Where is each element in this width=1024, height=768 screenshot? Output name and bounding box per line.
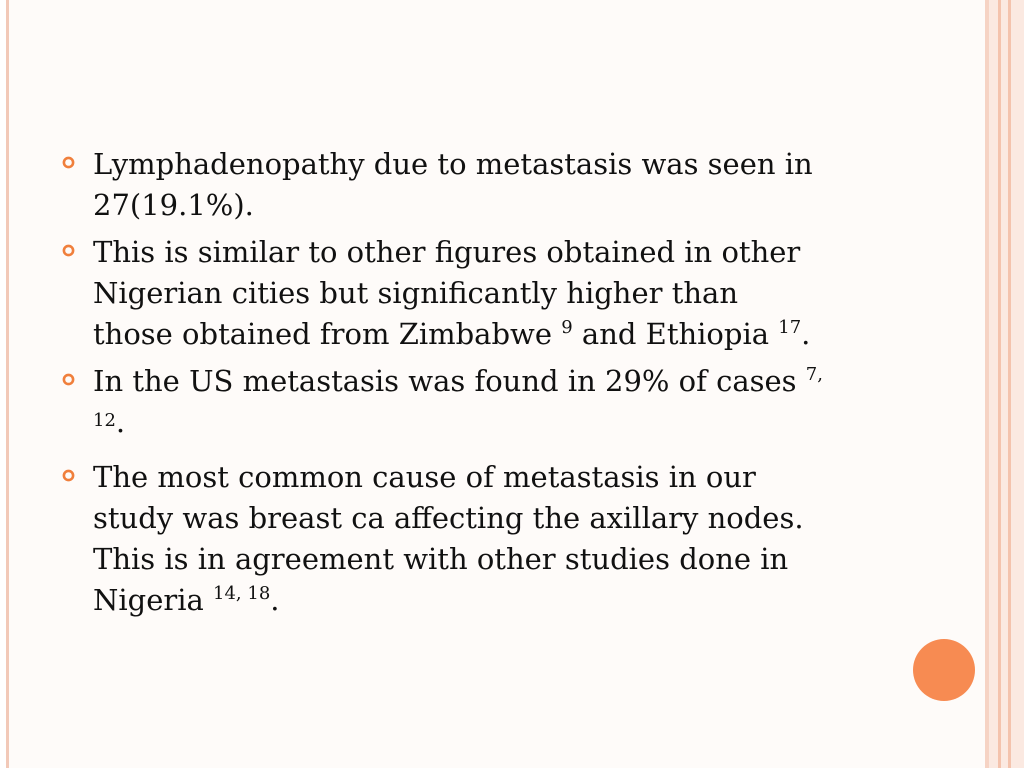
- text-segment: .: [115, 405, 126, 439]
- text-segment: .: [270, 583, 280, 617]
- text-segment: In the US metastasis was found in 29% of cases: [93, 364, 806, 398]
- bullet-text-line: study was breast ca affecting the axillary nodes.: [93, 501, 804, 535]
- bullet-item: [62, 144, 922, 226]
- bullet-text-line: This is similar to other figures obtained in other: [93, 235, 801, 269]
- bullet-text-line: This is in agreement with other studies done in: [93, 542, 789, 576]
- bullet-text-line: [93, 580, 922, 621]
- bullet-text-line: The most common cause of metastasis in our: [93, 460, 756, 494]
- decorative-circle: [913, 639, 975, 701]
- ring-bullet-icon: [62, 373, 75, 386]
- bullet-text-line: [93, 314, 922, 355]
- bullet-text-line: Nigerian cities but significantly higher than: [93, 276, 739, 310]
- ring-bullet-icon: [62, 244, 75, 257]
- citation-superscript: 7,: [805, 364, 823, 385]
- bullet-text-line: 27(19.1%).: [93, 188, 254, 222]
- bullet-item: [62, 361, 922, 443]
- citation-superscript: 12: [93, 410, 116, 431]
- text-segment: Nigeria: [93, 583, 214, 617]
- bullet-text-line: [93, 402, 922, 443]
- text-segment: those obtained from Zimbabwe: [93, 317, 562, 351]
- text-segment: and Ethiopia: [572, 317, 779, 351]
- bullet-item: [62, 457, 922, 621]
- bullet-text-line: Lymphadenopathy due to metastasis was seen in: [93, 147, 813, 181]
- ring-bullet-icon: [62, 156, 75, 169]
- right-stripe: [1001, 0, 1008, 768]
- citation-superscript: 9: [561, 317, 573, 338]
- citation-superscript: 14, 18: [213, 583, 271, 604]
- bullet-text-line: [93, 361, 922, 402]
- bullet-item: [62, 232, 922, 355]
- citation-superscript: 17: [778, 317, 802, 338]
- left-frame-border: [6, 0, 9, 768]
- ring-bullet-icon: [62, 469, 75, 482]
- right-stripe: [989, 0, 998, 768]
- text-segment: .: [801, 317, 811, 351]
- right-stripe: [1011, 0, 1024, 768]
- bullet-list: [62, 144, 922, 627]
